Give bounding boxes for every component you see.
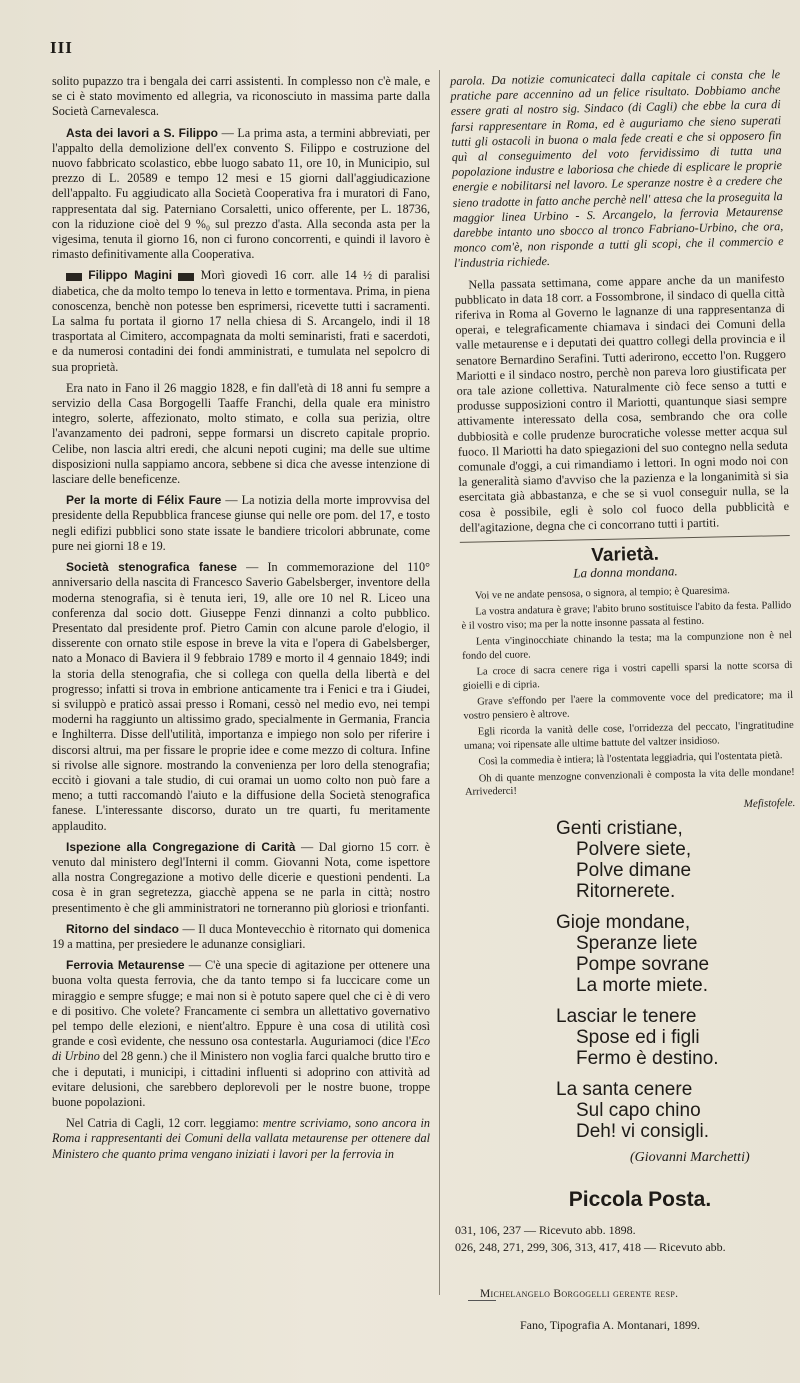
- ispezione-text: — Dal giorno 15 corr. è venuto dal ministero degl'Interni il comm. Giovanni Nota, come ispettore alla nostra Congregazione a motivo delle dicerie e questioni pendenti. La cosa è in gran segretezza, giacchè appena se ne parla in città; nostro presentimento è che gli amministratori ne torneranno più gloriosi e trionfanti.: [52, 839, 430, 915]
- verse-line: La croce di sacra cenere riga i vostri capelli sparsi la notte scorsa di gioielli e di cipria.: [462, 659, 793, 692]
- ferrovia-heading: Ferrovia Metaurense: [66, 958, 185, 973]
- steno-article: [52, 560, 430, 834]
- poem-line: Fermo è destino.: [576, 1048, 719, 1069]
- verse-line: La vostra andatura è grave; l'abito bruno sostituisce l'abito da festa. Pallido è il vostro viso; ma per la notte insonne passata al festino.: [461, 599, 792, 632]
- signature: Mefistofele.: [743, 796, 796, 810]
- poem-line: Polvere siete,: [576, 839, 692, 860]
- verse-line: Lenta v'inginocchiate chinando la testa; ma la compunzione non è nel fondo del cuore.: [462, 629, 792, 662]
- poem-line: Polve dimane: [576, 860, 692, 881]
- donna-mondana-text: [461, 582, 796, 816]
- varieta-title: Varietà.: [591, 543, 660, 567]
- ferrovia-text-2: del 28 genn.) che il Ministero non voglia farci qualche brutto tiro e che i deputati, i municipi, i cittadini influenti si adoprino con attività ad evitare delusioni, che sarebbero deplorevoli per le nostre buone, troppe buone popolazioni.: [52, 1049, 431, 1109]
- ferrovia-article: [52, 958, 430, 1110]
- gerente-line: Michelangelo Borgogelli gerente resp.: [480, 1288, 679, 1300]
- right-column: [450, 67, 795, 817]
- poem-line: Gioje mondane,: [556, 912, 691, 933]
- poem-line: La santa cenere: [556, 1079, 693, 1100]
- verse-line: Grave s'effondo per l'aere la commovente voce del predicatore; ma il vostro pensiero è altrove.: [463, 689, 794, 722]
- poem-line: Deh! vi consigli.: [576, 1121, 710, 1142]
- faure-article: [52, 493, 430, 554]
- piccola-posta-title: Piccola Posta.: [568, 1188, 712, 1211]
- continuation-quote: [450, 67, 784, 272]
- poem-stanza: [556, 1006, 776, 1069]
- continuation-quote-text: parola. Da notizie comunicateci dalla capitale ci consta che le pratiche pare accennino ad un felice risultato. Dobbiamo anche essere grati al nostro sig. Sindaco (di Cagli) che ebbe la cura di farsi rappresentare in Roma, ed è auguriamo che sieno superati tutti gli ostacoli in buona o mala fede creati e che si opposero fin quì al conseguimento del voto fervidissimo di tutta una popolazione industre e laboriosa che chiede di esplicare le proprie energie e nobilitarsi nel lavoro. Le speranze nostre è a credere che sieno tradotte in fatto anche perchè nell' attesa che la proseguita la maggior linea Urbino - S. Arcangelo, la ferrovia Metaurense darebbe intanto uno sbocco al tronco Fabriano-Urbino, che ora, monco com'è, non risponde a tutti gli scopi, che il commercio e l'industria richiede.: [450, 67, 784, 271]
- carnival-paragraph: solito pupazzo tra i bengala dei carri assistenti. In complesso non c'è male, e se ci è stato movimento ed allegria, va riconosciuto in massima parte dalla Società Carnevalesca.: [52, 74, 430, 119]
- poem-author: (Giovanni Marchetti): [630, 1150, 750, 1165]
- poem-stanza: [556, 818, 776, 902]
- ritorno-article: [52, 922, 430, 952]
- poem-line: Speranze liete: [576, 933, 698, 954]
- poem-line: Lasciar le tenere: [556, 1006, 697, 1027]
- steno-heading: Società stenografica fanese: [66, 560, 237, 575]
- verse-line: Oh di quante menzogne convenzionali è composta la vita delle mondane! Arrivederci!: [464, 766, 795, 798]
- ispezione-article: [52, 840, 430, 916]
- poem-line: Pompe sovrane: [576, 954, 710, 975]
- posta-line: 026, 248, 271, 299, 306, 313, 417, 418 — Ricevuto abb.: [455, 1240, 726, 1254]
- section-rule: [460, 535, 790, 543]
- asta-heading: Asta dei lavori a S. Filippo: [66, 125, 218, 140]
- poem-line: Ritornerete.: [576, 881, 676, 902]
- imprint-line: Fano, Tipografia A. Montanari, 1899.: [520, 1318, 700, 1332]
- magini-text: Morì giovedì 16 corr. alle 14 ½ di paralisi diabetica, che da molto tempo lo teneva in letto e tormentava. Prima, in piena conoscenza, benchè non potesse ben esprimersi, ricevette tutti i sacramenti. La salma fu portata il giorno 17 nella chiesa di S. Arcangelo, indi il 18 trasportata al Cimitero, accompagnata da molti seminaristi, frati e sacerdoti, e da numerosi contadini dei fondi amministrati, e tumulata nel sepolcro di sua proprietà.: [52, 268, 430, 374]
- ferrovia-text: — C'è una specie di agitazione per ottenere una buona volta questa ferrovia, che da tanto tempo si fa luccicare come un miraggio e sempre sfugge; e mai non si è potuto sapere quel che ci è di vero e di positivo. Che volete? Francamente ci sembra un allettativo governativo pel tempo delle elezioni, e nient'altro. Eppure è una cosa di utilità così grande e così evidente, che nessuno osa contestarla. Auguriamoci (dice l': [52, 958, 430, 1049]
- faure-heading: Per la morte di Félix Faure: [66, 493, 222, 508]
- column-divider: [439, 70, 440, 1295]
- cagli-text: Nel Catria di Cagli, 12 corr. leggiamo:: [66, 1116, 263, 1131]
- posta-line: 031, 106, 237 — Ricevuto abb. 1898.: [455, 1223, 636, 1237]
- poem: [556, 818, 776, 1152]
- steno-text: — In commemorazione del 110° anniversario della nascita di Francesco Saverio Gabelsberger, inventore della moderna stenografia, si è tenuta ieri, 19, alle ore 10 nel R. Liceo una conferenza dal socio dott. Giuseppe Fenzi dinnanzi a colto pubblico. Presentato dal presidente prof. Pietro Camin con alcune parole d'elogio, il disserente con ornato stile espose in breve la vita e l'opera di Gabelsberger, nato a Monaco di Baviera il 9 febbraio 1789 e morto il 4 gennaio 1849; indi la storia della stenografia, che si collega con quella della libertà e del progresso; infatti si trova in embrione anticamente tra i Fenici e tra i Giudei, si sviluppò e praticò assai presso i Romani, cessò nel medio evo, nei tempi moderni ha raggiunto un altissimo grado, specialmente in Germania, Francia e Inghilterra. Disse dell'utilità, importanza e impiego non solo per riferire i discorsi altrui, ma per fissare le proprie idee e come mezzo di coltura. Infine si rivolse alle signore. mostrando la convenienza per loro della stenografia; eccitò i giovani a tale studio, di cui oramai un uomo colto non può fare a meno; a tutti raccomandò l'aiuto e la diffusione della Società stenografica fanese. L'interessante discorso, durato un tre quarti, fu meritamente applaudito.: [52, 560, 430, 833]
- poem-stanza: [556, 912, 776, 996]
- magini-article: [52, 268, 430, 374]
- poem-line: Genti cristiane,: [556, 818, 683, 839]
- poem-line: Spose ed i figli: [576, 1027, 700, 1048]
- cagli-quote: mentre scriviamo, sono ancora in Roma i rappresentanti dei Comuni della vallata metaurense per ottenere dal Ministero che quanto prima vengano iniziati i lavori per la ferrovia in: [52, 1116, 430, 1161]
- ispezione-heading: Ispezione alla Congregazione di Carità: [66, 839, 296, 854]
- piccola-posta: [455, 1222, 785, 1256]
- gerente-rule: [468, 1300, 496, 1301]
- page-number: III: [50, 38, 73, 57]
- asta-text: — La prima asta, a termini abbreviati, per l'appalto della demolizione dell'ex convento S. Filippo e costruzione del nuovo fabbricato scolastico, ebbe luogo sabato 11, ore 10, in Municipio, sul prezzo di L. 20589 e tempo 12 mesi e 15 giorni dall'aggiudicazione dell'appalto. Fu aggiudicato alla Società Cooperativa fra i muratori di Fano, rappresentata dal sig. Paterniano Corsaletti, unico offerente, per L. 18736, con la riduzione cioè del 9 %₀ sul prezzo d'asta. Alla seconda asta per la vigesima, tenuta il giorno 16, non ci furono concorrenti, e quindi il lavoro è rimasto definitivamente alla Cooperativa.: [52, 125, 430, 262]
- fossombrone-paragraph: Nella passata settimana, come appare anche da un manifesto pubblicato in data 18 corr. a Fossombrone, il sindaco di quella città riferiva in Roma al Governo le lagnanze di una rappresentanza di operai, e telegraficamente chiamava i sindaci dei Comuni della valle metaurense e i deputati dei quattro collegi della provincia e il senatore Bernardino Serafini. Tutti aderirono, eccetto l'on. Ruggero Mariotti e il sindaco nostro, perchè non pareva loro giustificata per ora tale azione collettiva. Naturalmente ciò fece senso a tutti e produsse supposizioni contro il Mariotti, quantunque siasi sempre attivamente interessato della cosa, sembrando che ora colle dubbiosità e colle prudenze burocratiche volesse metter acqua sul fuoco. Il Mariotti ha dato spiegazioni del suo contegno nella seduta comunale d'oggi, a cui rimandiamo i lettori. In ogni modo noi con la generalità siamo d'avviso che la pazienza e la longanimità si sia esercitata già abbastanza, e che se si vuol conseguir nulla, se la cosa è possibile, egli è solo col fuoco della pubblicità e dell'agitazione, degna che ci concorrano tutti i partiti.: [454, 270, 790, 535]
- mourning-mark-icon: [178, 273, 194, 281]
- poem-line: Sul capo chino: [576, 1100, 701, 1121]
- faure-text: — La notizia della morte improvvisa del presidente della Repubblica francese giunse qui nelle ore pom. del 17, e tosto negli edifizi pubblici sono state issate le bandiere tricolori abbrunate, come pure nei giorni 18 e 19.: [52, 493, 430, 553]
- verse-line: Così la commedia è intiera; là l'ostentata leggiadria, qui l'ostentata pietà.: [478, 750, 783, 768]
- ritorno-heading: Ritorno del sindaco: [66, 921, 179, 936]
- verse-line: Egli ricorda la vanità delle cose, l'orridezza del peccato, l'ingratitudine umana; voi ripensate alle ultime battute del valtzer insidioso.: [463, 719, 794, 752]
- cagli-article: [52, 1116, 430, 1162]
- poem-stanza: [556, 1079, 776, 1142]
- asta-article: [52, 126, 430, 263]
- poem-line: La morte miete.: [576, 975, 708, 996]
- varieta-subtitle: La donna mondana.: [573, 563, 678, 581]
- magini-heading: Filippo Magini: [88, 268, 173, 283]
- left-column: [52, 74, 430, 1168]
- ferrovia-source: Eco di Urbino: [52, 1034, 430, 1064]
- magini-bio: Era nato in Fano il 26 maggio 1828, e fin dall'età di 18 anni fu sempre a servizio della Casa Borgogelli Taaffe Franchi, della quale era ministro integro, solerte, affezionato, molto stimato, e colla sua perizia, oltre l'avanzamento dei padroni, seppe formarsi un discreto capitale proprio. Celibe, non lascia altri eredi, che alcuni nepoti cugini; ma delle sue ultime disposizioni nulla sappiamo ancora, sebbene si dica che avesse intenzione di lasciare delle beneficenze.: [52, 380, 430, 487]
- verse-line: Voi ve ne andate pensosa, o signora, al tempio; è Quaresima.: [474, 584, 730, 602]
- ritorno-text: — Il duca Montevecchio è ritornato qui domenica 19 a mattina, per presiedere le adunanze consigliari.: [52, 921, 430, 951]
- mourning-mark-icon: [66, 273, 82, 281]
